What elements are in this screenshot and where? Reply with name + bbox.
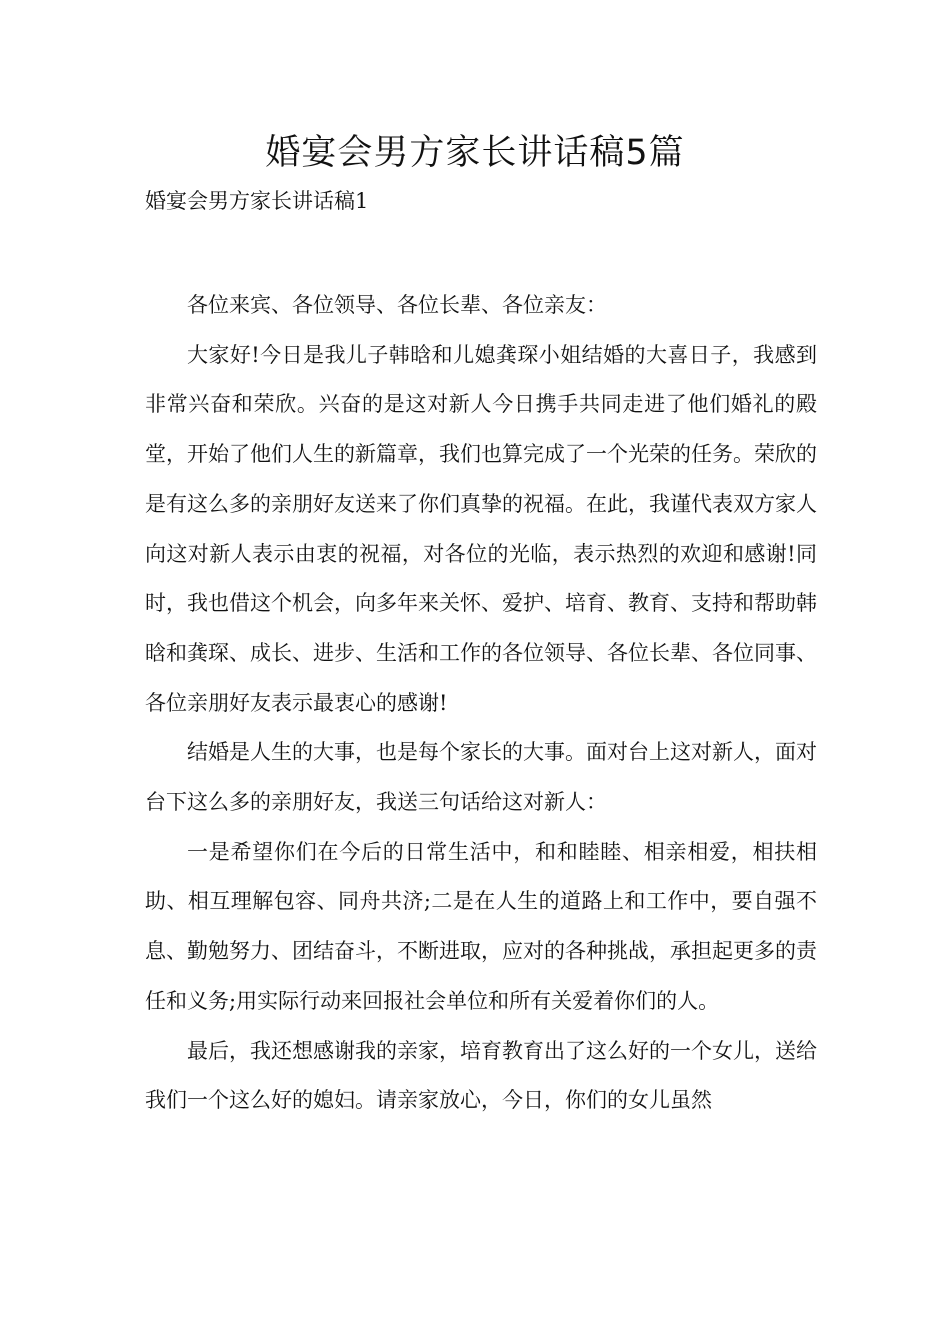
paragraph-closing: 最后，我还想感谢我的亲家，培育教育出了这么好的一个女儿，送给我们一个这么好的媳妇。请亲家放心，今日，你们的女儿虽然 bbox=[145, 1038, 817, 1113]
document-body bbox=[145, 281, 817, 1126]
paragraph-greeting: 各位来宾、各位领导、各位长辈、各位亲友： bbox=[187, 293, 607, 317]
document-title: 婚宴会男方家长讲话稿5篇 bbox=[265, 133, 685, 173]
document-subtitle: 婚宴会男方家长讲话稿1 bbox=[145, 189, 369, 213]
paragraph-wishes: 一是希望你们在今后的日常生活中，和和睦睦、相亲相爱，相扶相助、相互理解包容、同舟共济;二是在人生的道路上和工作中，要自强不息、勤勉努力、团结奋斗，不断进取，应对的各种挑战，承担起更多的责任和义务;用实际行动来回报社会单位和所有关爱着你们的人。 bbox=[145, 839, 817, 1013]
paragraph-marriage: 结婚是人生的大事，也是每个家长的大事。面对台上这对新人，面对台下这么多的亲朋好友，我送三句话给这对新人： bbox=[145, 740, 817, 815]
paragraph-welcome: 大家好!今日是我儿子韩晗和儿媳龚琛小姐结婚的大喜日子，我感到非常兴奋和荣欣。兴奋的是这对新人今日携手共同走进了他们婚礼的殿堂，开始了他们人生的新篇章，我们也算完成了一个光荣的任务。荣欣的是有这么多的亲朋好友送来了你们真挚的祝福。在此，我谨代表双方家人向这对新人表示由衷的祝福，对各位的光临，表示热烈的欢迎和感谢!同时，我也借这个机会，向多年来关怀、爱护、培育、教育、支持和帮助韩晗和龚琛、成长、进步、生活和工作的各位领导、各位长辈、各位同事、各位亲朋好友表示最衷心的感谢! bbox=[145, 342, 817, 715]
